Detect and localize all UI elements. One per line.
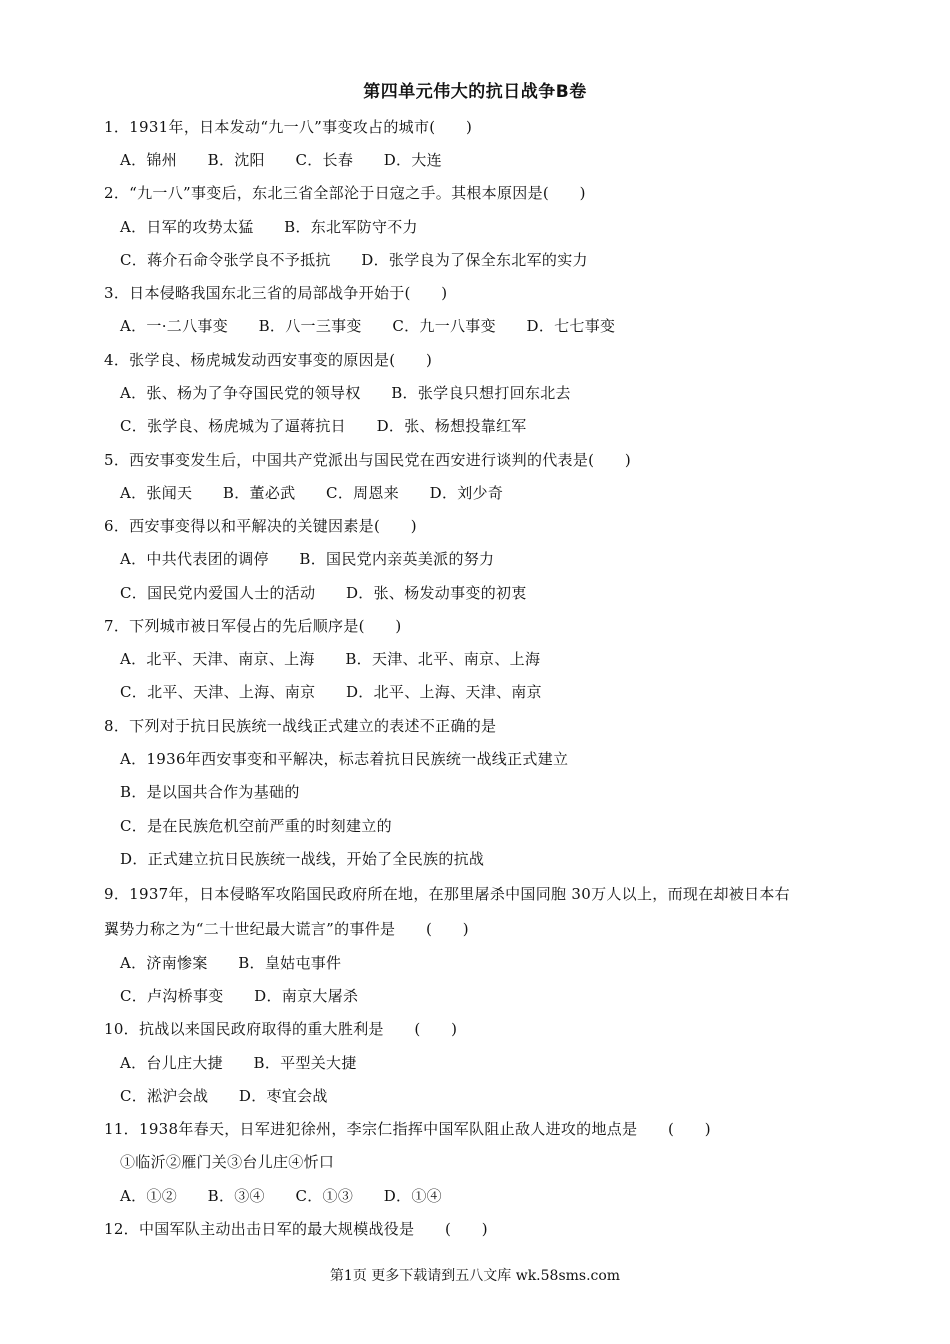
options-9-ab: A．济南惨案 B．皇姑屯事件 — [120, 954, 342, 972]
page-title: 第四单元伟大的抗日战争B卷 — [363, 82, 587, 102]
option-8-d: D．正式建立抗日民族统一战线，开始了全民族的抗战 — [120, 850, 485, 868]
options-7-cd: C．北平、天津、上海、南京 D．北平、上海、天津、南京 — [120, 683, 542, 701]
question-2: 2．“九一八”事变后，东北三省全部沦于日寇之手。其根本原因是( ) — [104, 184, 586, 202]
options-10-ab: A．台儿庄大捷 B．平型关大捷 — [120, 1054, 357, 1072]
option-8-c: C．是在民族危机空前严重的时刻建立的 — [120, 817, 392, 835]
options-4-cd: C．张学良、杨虎城为了逼蒋抗日 D．张、杨想投靠红军 — [120, 417, 527, 435]
options-1: A．锦州 B．沈阳 C．长春 D．大连 — [120, 151, 442, 169]
options-3: A．一·二八事变 B．八一三事变 C．九一八事变 D．七七事变 — [120, 317, 616, 335]
options-7-ab: A．北平、天津、南京、上海 B．天津、北平、南京、上海 — [120, 650, 541, 668]
question-12: 12．中国军队主动出击日军的最大规模战役是 ( ) — [104, 1220, 488, 1238]
options-6-ab: A．中共代表团的调停 B．国民党内亲英美派的努力 — [120, 550, 495, 568]
question-10: 10．抗战以来国民政府取得的重大胜利是 ( ) — [104, 1020, 458, 1038]
option-8-b: B．是以国共合作为基础的 — [120, 783, 300, 801]
question-9-line-1: 9．1937年，日本侵略军攻陷国民政府所在地，在那里屠杀中国同胞 30万人以上，而现在却被日本右 — [104, 885, 790, 903]
options-4-ab: A．张、杨为了争夺国民党的领导权 B．张学良只想打回东北去 — [120, 384, 571, 402]
options-2-ab: A．日军的攻势太猛 B．东北军防守不力 — [120, 218, 418, 236]
question-7: 7．下列城市被日军侵占的先后顺序是( ) — [104, 617, 402, 635]
question-8: 8．下列对于抗日民族统一战线正式建立的表述不正确的是 — [104, 717, 497, 735]
question-9-line-2: 翼势力称之为“二十世纪最大谎言”的事件是 ( ) — [104, 920, 469, 938]
question-4: 4．张学良、杨虎城发动西安事变的原因是( ) — [104, 351, 433, 369]
question-11: 11．1938年春天，日军进犯徐州，李宗仁指挥中国军队阻止敌人进攻的地点是 ( ) — [104, 1120, 711, 1138]
options-6-cd: C．国民党内爱国人士的活动 D．张、杨发动事变的初衷 — [120, 584, 527, 602]
question-5: 5．西安事变发生后，中国共产党派出与国民党在西安进行谈判的代表是( ) — [104, 451, 632, 469]
question-3: 3．日本侵略我国东北三省的局部战争开始于( ) — [104, 284, 448, 302]
question-11-choices: ①临沂②雁门关③台儿庄④忻口 — [120, 1153, 335, 1171]
options-10-cd: C．淞沪会战 D．枣宜会战 — [120, 1087, 328, 1105]
options-2-cd: C．蒋介石命令张学良不予抵抗 D．张学良为了保全东北军的实力 — [120, 251, 588, 269]
option-8-a: A．1936年西安事变和平解决，标志着抗日民族统一战线正式建立 — [120, 750, 569, 768]
page-footer: 第1页 更多下载请到五八文库 wk.58sms.com — [329, 1268, 621, 1284]
options-5: A．张闻天 B．董必武 C．周恩来 D．刘少奇 — [120, 484, 504, 502]
options-11: A．①② B．③④ C．①③ D．①④ — [120, 1187, 442, 1205]
question-1: 1．1931年，日本发动“九一八”事变攻占的城市( ) — [104, 118, 473, 136]
options-9-cd: C．卢沟桥事变 D．南京大屠杀 — [120, 987, 359, 1005]
question-6: 6．西安事变得以和平解决的关键因素是( ) — [104, 517, 417, 535]
